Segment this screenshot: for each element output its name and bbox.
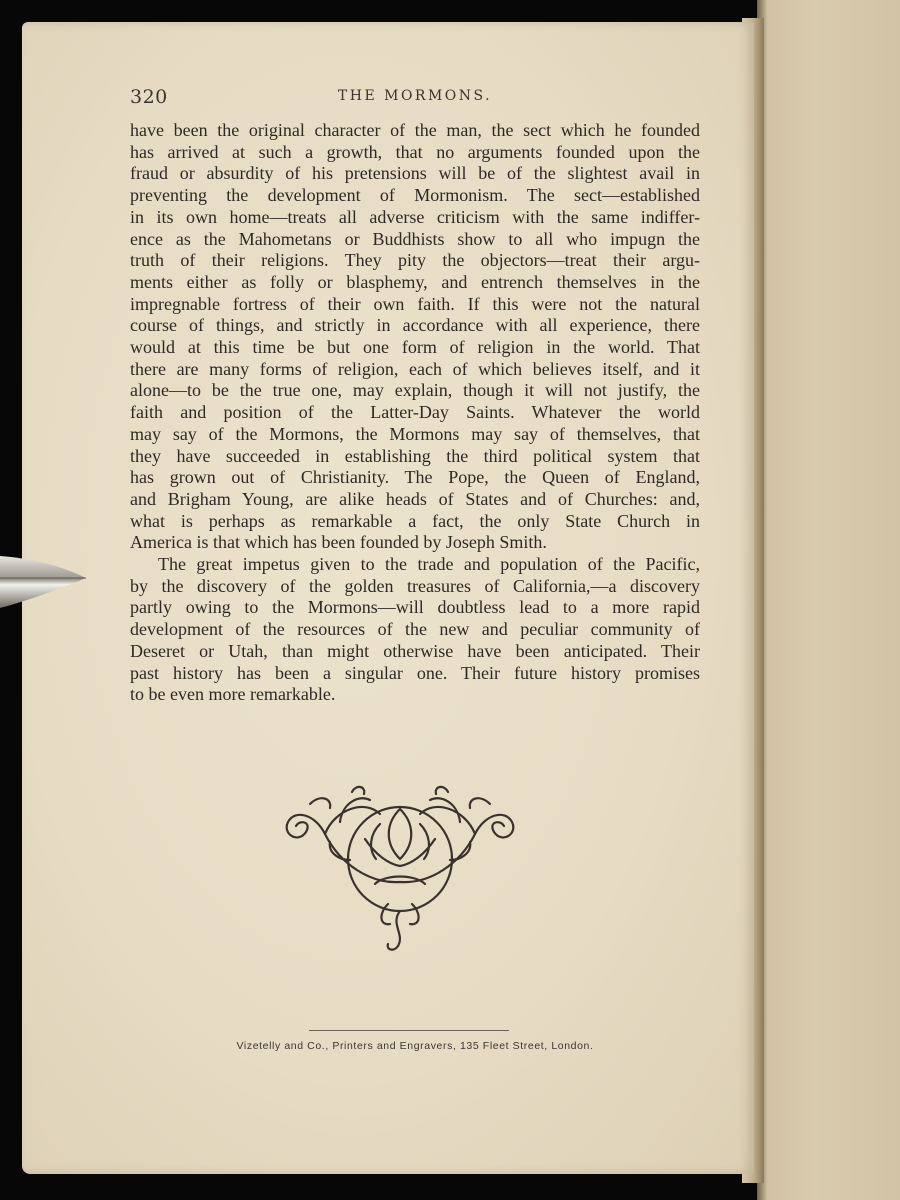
footer-rule [309, 1030, 509, 1031]
text-line: preventing the development of Mormonism. The sect—established [130, 185, 700, 206]
text-line: and Brigham Young, are alike heads of States and of Churches: and, [130, 488, 700, 509]
floral-ornament-icon [280, 764, 520, 954]
text-line: truth of their religions. They pity the objectors—treat their argu- [130, 250, 700, 271]
text-line: may say of the Mormons, the Mormons may say of themselves, that [130, 423, 700, 444]
text-line: impregnable fortress of their own faith. If this were not the natural [130, 293, 700, 314]
text-line: they have succeeded in establishing the third political system that [130, 445, 700, 466]
page-number: 320 [130, 86, 168, 108]
page-header [130, 86, 700, 110]
text-line: ence as the Mahometans or Buddhists show to all who impugn the [130, 228, 700, 249]
text-line: ments either as folly or blasphemy, and entrench themselves in the [130, 271, 700, 292]
text-line: would at this time be but one form of religion in the world. That [130, 337, 700, 358]
facing-page [757, 0, 900, 1200]
text-line: Deseret or Utah, than might otherwise have been anticipated. Their [130, 640, 700, 661]
text-line: to be even more remarkable. [130, 684, 336, 705]
text-line: partly owing to the Mormons—will doubtless lead to a more rapid [130, 597, 700, 618]
text-line: by the discovery of the golden treasures of California,—a discovery [130, 575, 700, 596]
text-line: fraud or absurdity of his pretensions will be of the slightest avail in [130, 163, 700, 184]
text-line: development of the resources of the new and peculiar community of [130, 619, 700, 640]
text-line: have been the original character of the man, the sect which he founded [130, 120, 700, 140]
text-line: past history has been a singular one. Their future history promises [130, 662, 700, 683]
text-line: course of things, and strictly in accordance with all experience, there [130, 315, 700, 336]
running-head: THE MORMONS. [337, 88, 493, 104]
page-marker-icon [0, 548, 90, 614]
text-line: there are many forms of religion, each of which believes itself, and it [130, 358, 700, 379]
body-text [130, 120, 700, 706]
text-line: what is perhaps as remarkable a fact, the only State Church in [130, 510, 700, 531]
text-line: alone—to be the true one, may explain, though it will not justify, the [130, 380, 700, 401]
text-line: has grown out of Christianity. The Pope, the Queen of England, [130, 467, 700, 488]
book-page [22, 22, 754, 1174]
text-line: The great impetus given to the trade and population of the Pacific, [158, 554, 700, 575]
text-line: America is that which has been founded by Joseph Smith. [130, 532, 547, 553]
text-line: faith and position of the Latter-Day Saints. Whatever the world [130, 402, 700, 423]
text-line: in its own home—treats all adverse criticism with the same indiffer- [130, 206, 700, 227]
printer-imprint: Vizetelly and Co., Printers and Engravers, 135 Fleet Street, London. [236, 1040, 594, 1052]
text-line: has arrived at such a growth, that no arguments founded upon the [130, 141, 700, 162]
